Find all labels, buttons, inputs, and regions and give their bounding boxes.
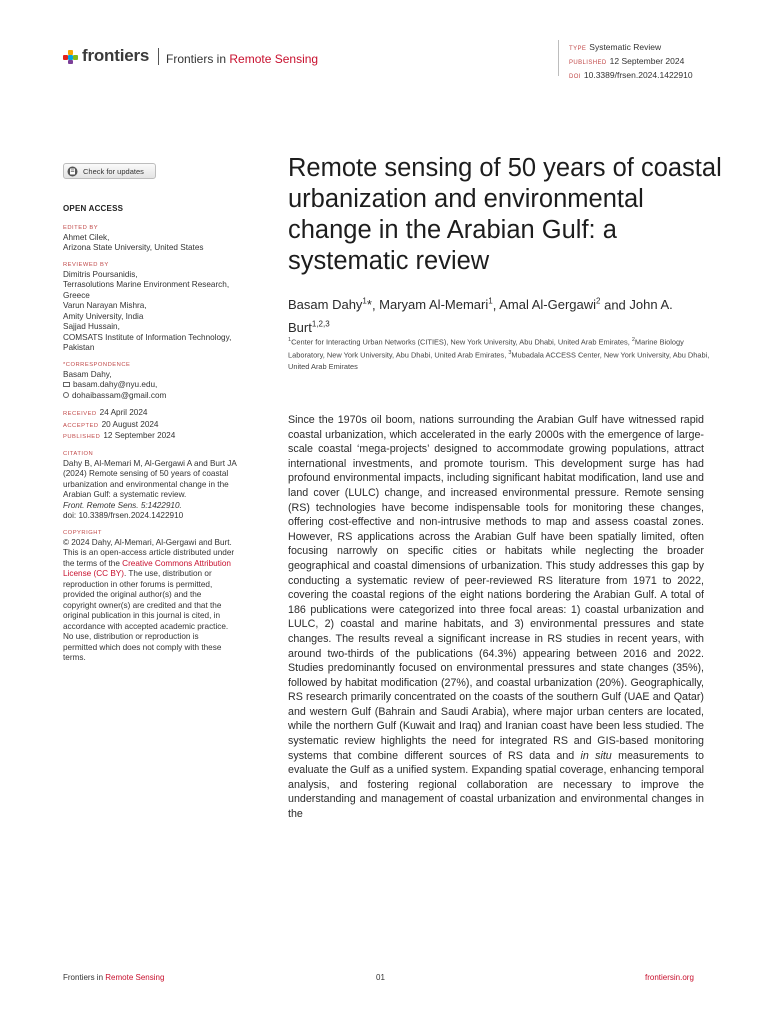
article-title: Remote sensing of 50 years of coastal urbanization and environmental change in the Arabian Gulf: a systematic review [288, 154, 722, 275]
citation-section: CITATION Dahy B, Al-Memari M, Al-Gergawi A and Burt JA (2024) Remote sensing of 50 years of coastal urbanization and environmental change in the Arabian Gulf: a systematic review. Front. Remote Sens. 5:1422910. doi: 10.3389/frsen.2024.1422910 [63, 450, 263, 522]
site-link[interactable]: frontiersin.org [645, 973, 694, 982]
cc-license-link-cont[interactable]: License (CC BY) [63, 569, 124, 578]
at-sign-icon [63, 392, 69, 398]
frontiers-logo[interactable] [63, 46, 149, 66]
journal-title: Remote Sensing [229, 52, 319, 66]
check-for-updates-button[interactable] [63, 163, 156, 179]
email-link-2[interactable]: dohaibassam@gmail.com [63, 391, 263, 402]
article-meta [569, 41, 693, 83]
open-access-label: OPEN ACCESS [63, 204, 124, 213]
email-link-1[interactable]: basam.dahy@nyu.edu, [63, 380, 263, 391]
meta-type: TYPE Systematic Review [569, 42, 662, 52]
meta-doi[interactable]: DOI 10.3389/frsen.2024.1422910 [569, 70, 693, 80]
affiliations: $^1$Center for Interacting Urban Networks (CITIES), New York University, Abu Dhabi, United Arab Emirates, $^2$Marine Biology Laboratory, New York University, Abu Dhabi, United Arab Emirates, $^3$Mubadala ACCESS Center, New York University, Abu Dhabi, United Arab Emirates [288, 337, 710, 371]
date-published: PUBLISHED 12 September 2024 [63, 431, 176, 440]
header-divider [158, 48, 159, 65]
journal-name[interactable] [166, 52, 318, 66]
citation-doi[interactable]: doi: 10.3389/frsen.2024.1422910 [63, 511, 184, 520]
logo-wordmark: frontiers [82, 46, 150, 65]
reviewed-by-section: REVIEWED BY Dimitris Poursanidis, Terrasolutions Marine Environment Research, Greece Varun Narayan Mishra, Amity University, India Sajjad Hussain, COMSATS Institute of Information Technology, Pakistan [63, 261, 232, 352]
page-number: 01 [376, 973, 385, 982]
edited-by-section: EDITED BY Ahmet Cilek, Arizona State University, United States [63, 224, 204, 252]
copyright-section: COPYRIGHT © 2024 Dahy, Al-Memari, Al-Gergawi and Burt. This is an open-access article distributed under the terms of the Creative Commons Attribution License (CC BY). The use, distribution or reproduction in other forums is permitted, provided the original author(s) and the copyright owner(s) are credited and that the original publication in this journal is cited, in accordance with accepted academic practice. No use, distribution or reproduction is permitted which does not comply with these terms. [63, 529, 235, 662]
meta-published: PUBLISHED 12 September 2024 [569, 56, 685, 66]
date-received: RECEIVED 24 April 2024 [63, 408, 148, 417]
date-accepted: ACCEPTED 20 August 2024 [63, 419, 159, 429]
journal-prefix: Frontiers in [166, 52, 227, 66]
update-check-icon [67, 166, 78, 177]
article-sidebar [63, 204, 263, 671]
check-for-updates-label: Check for updates [83, 166, 144, 176]
meta-divider [558, 40, 559, 76]
mail-icon [63, 382, 70, 387]
abstract: Since the 1970s oil boom, nations surrounding the Arabian Gulf have witnessed rapid coastal urbanization, which accelerated in the early 2000s with the emergence of large-scale coastal ‘mega-projects’ designed to accommodate growing populations, attract international investments, and promote tourism. This development surge has had profound environmental impacts, including significant habitat modification, land use and land cover (LULC) change, and increased environmental pressure. Remote sensing (RS) technologies have become indispensable tools for monitoring these changes, offering cost-effective and non-intrusive methods to map and assess coastal zones. However, RS applications across the Arabian Gulf have been spatially limited, often focusing narrowly on specific cities or habitats while neglecting the broader geographical and coastal dimensions of urbanization. This study addresses this gap by conducting a systematic review of peer-reviewed RS literature from 1971 to 2022, covering the coastal regions of the eight nations bordering the Arabian Gulf. A total of 186 publications were categorized into three focal areas: 1) coastal urbanization and LULC, 2) coastal and marine habitats, and 3) environmental pressures and state changes. The results reveal a significant increase in RS studies in recent years, with around two-thirds of the publications (64.3%) appearing between 2016 and 2022. Studies predominantly focused on environmental pressures and state changes (35%), followed by habitat modification (27%), and coastal urbanization (20%). Geographically, RS research primarily concentrated on the coasts of the southern Gulf (UAE and Qatar) and western Gulf (Bahrain and Saudi Arabia), where major urban centers are located, while the northern Gulf (Kuwait and Iraq) and Iranian coast have been less studied. The systematic review highlights the need for integrated RS and GIS-based monitoring systems that combine different sources of RS data and in situ measurements to evaluate the Gulf as a unified system. Expanding spatial coverage, enhancing temporal analysis, and fostering regional collaboration are necessary to improve the understanding and management of coastal urbanization and environmental changes in the [288, 414, 704, 821]
cc-license-link[interactable]: Creative Commons Attribution [122, 558, 231, 568]
author[interactable]: Amal Al-Gergawi$^2$ [499, 297, 601, 313]
author[interactable]: Basam Dahy$^1$* [288, 297, 372, 313]
correspondence-section: *CORRESPONDENCE Basam Dahy, basam.dahy@nyu.edu, dohaibassam@gmail.com [63, 361, 263, 402]
frontiers-logo-icon [63, 48, 78, 64]
author[interactable]: John A. Burt$^{1,2,3}$ [288, 297, 673, 335]
author-list: Basam Dahy$^1$*, Maryam Al-Memari$^1$, Amal Al-Gergawi$^2$ and John A. Burt$^{1,2,3}$ [288, 297, 673, 335]
footer-journal[interactable]: Frontiers in Remote Sensing [63, 973, 165, 982]
dates-section [63, 408, 263, 443]
author[interactable]: Maryam Al-Memari$^1$ [379, 297, 493, 313]
